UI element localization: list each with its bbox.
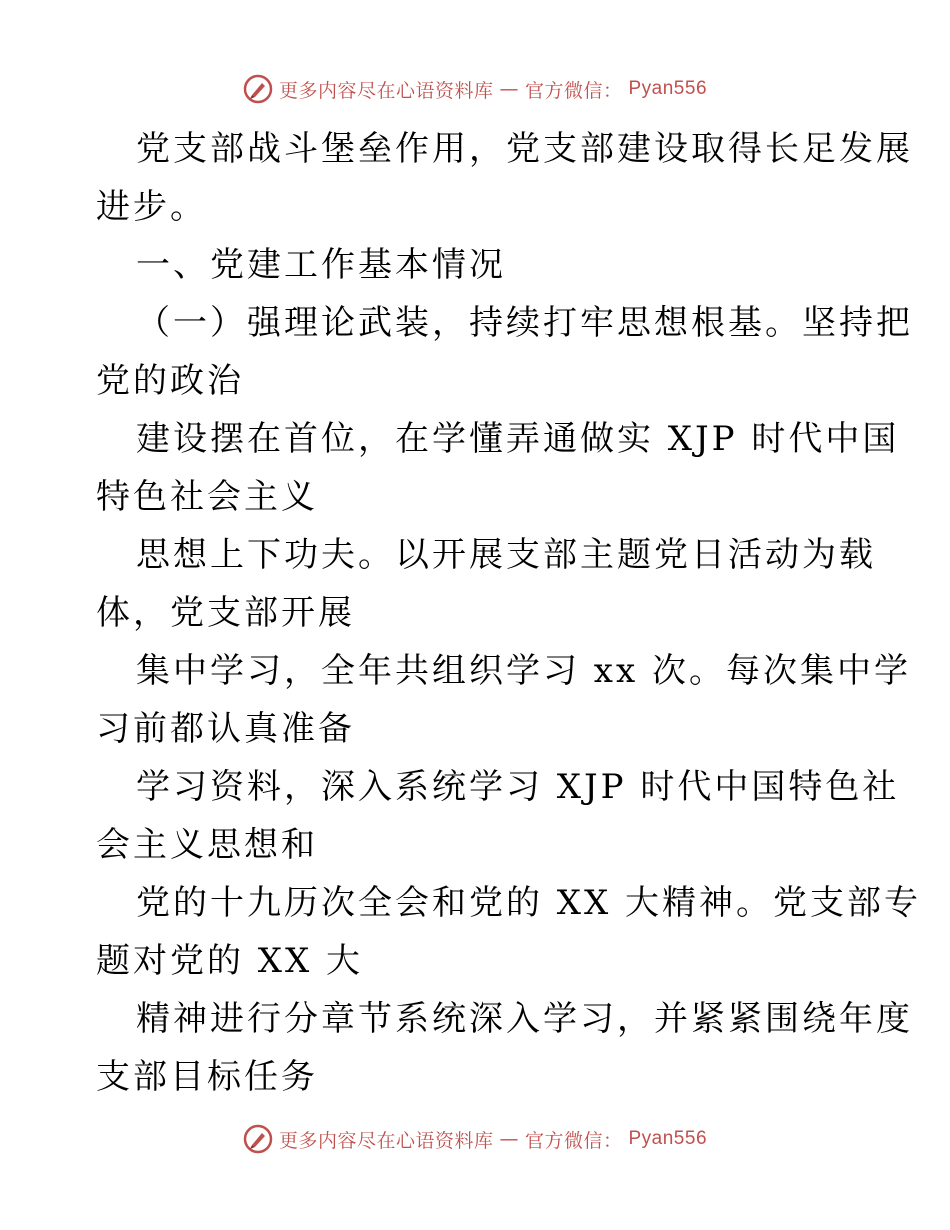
text-line: 支部目标任务: [96, 1057, 318, 1097]
footer-watermark: [0, 1124, 950, 1154]
watermark-dash: —: [499, 78, 519, 100]
section-heading: 一、党建工作基本情况: [136, 245, 506, 285]
text-line: 体，党支部开展: [96, 593, 355, 633]
watermark-text: 更多内容尽在心语资料库: [278, 1129, 494, 1152]
text-line: 精神进行分章节系统深入学习，并紧紧围绕年度: [136, 999, 913, 1039]
fountain-pen-logo-icon: [243, 1124, 273, 1154]
text-line: 建设摆在首位，在学懂弄通做实 XJP 时代中国: [136, 419, 900, 459]
watermark-wechat-label: 官方微信：: [524, 79, 623, 102]
body-text: [96, 120, 922, 1106]
watermark-wechat-id: Pyan556: [628, 78, 708, 99]
text-line: 党的十九历次全会和党的 XX 大精神。党支部专: [136, 883, 922, 923]
watermark-wechat-label: 官方微信：: [524, 1129, 623, 1152]
text-line: 集中学习，全年共组织学习 xx 次。每次集中学: [136, 651, 911, 691]
watermark-wechat-id: Pyan556: [628, 1128, 708, 1149]
text-line: 党支部战斗堡垒作用，党支部建设取得长足发展: [136, 129, 913, 169]
text-line: 思想上下功夫。以开展支部主题党日活动为载: [136, 535, 876, 575]
header-watermark: [0, 74, 950, 104]
text-line: 学习资料，深入系统学习 XJP 时代中国特色社: [136, 767, 900, 807]
text-line: 进步。: [96, 187, 207, 227]
watermark-dash: —: [499, 1128, 519, 1150]
text-line: 会主义思想和: [96, 825, 318, 865]
text-line: （一）强理论武装，持续打牢思想根基。坚持把: [136, 303, 913, 343]
text-line: 题对党的 XX 大: [96, 941, 364, 981]
text-line: 特色社会主义: [96, 477, 318, 517]
watermark-text: 更多内容尽在心语资料库: [278, 79, 494, 102]
text-line: 党的政治: [96, 361, 244, 401]
text-line: 习前都认真准备: [96, 709, 355, 749]
fountain-pen-logo-icon: [243, 74, 273, 104]
